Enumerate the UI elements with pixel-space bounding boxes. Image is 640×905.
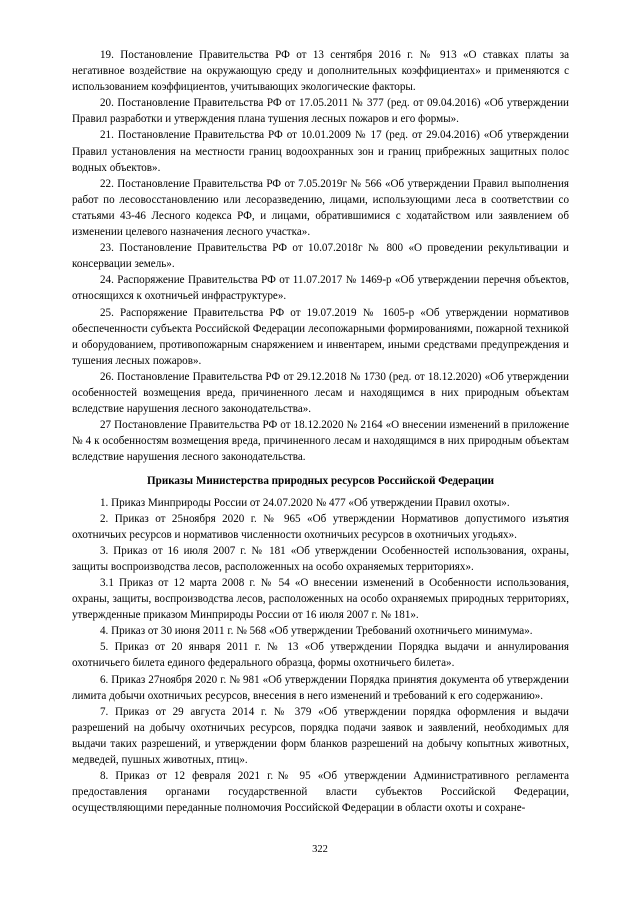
list-item: 20. Постановление Правительства РФ от 17.05.2011 № 377 (ред. от 09.04.2016) «Об утверждении Правил разработки и утверждения плана тушения лесных пожаров и его формы». — [72, 97, 569, 126]
list-item: 1. Приказ Минприроды России от 24.07.2020 № 477 «Об утверждении Правил охоты». — [100, 496, 510, 509]
government-acts-list — [72, 47, 569, 465]
list-item: 7. Приказ от 29 августа 2014 г. № 379 «Об утверждении порядка оформления и выдачи разрешений на добычу охотничьих ресурсов, порядка подачи заявок и заявлений, необходимых для выдачи таких разрешений, и утверждении форм бланков разрешений на добычу копытных животных, медведей, пушных животных, птиц». — [72, 705, 569, 767]
list-item: 27 Постановление Правительства РФ от 18.12.2020 № 2164 «О внесении изменений в приложение № 4 к особенностям возмещения вреда, причиненного лесам и находящимся в них природным объектам вследствие нарушения лесного законодательства. — [72, 419, 569, 464]
page-content — [72, 47, 569, 816]
list-item: 19. Постановление Правительства РФ от 13 сентября 2016 г. № 913 «О ставках платы за негативное воздействие на окружающую среду и дополнительных коэффициентах» и применяются с использованием коэффициентов, учитывающих экологические факторы. — [72, 49, 569, 94]
list-item: 26. Постановление Правительства РФ от 29.12.2018 № 1730 (ред. от 18.12.2020) «Об утверждении особенностей возмещения вреда, причиненного лесам и находящимся в них природным объектам вследствие нарушения лесного законодательства». — [72, 370, 569, 416]
list-item: 3. Приказ от 16 июля 2007 г. № 181 «Об утверждении Особенностей использования, охраны, защиты воспроизводства лесов, расположенных на особо охраняемых территориях». — [72, 544, 569, 573]
list-item: 23. Постановление Правительства РФ от 10.07.2018г № 800 «О проведении рекультивации и консервации земель». — [72, 242, 569, 271]
list-item: 6. Приказ 27ноября 2020 г. № 981 «Об утверждении Порядка принятия документа об утверждении лимита добычи охотничьих ресурсов, внесения в него изменений и требований к его содержанию». — [72, 673, 569, 702]
list-item: 4. Приказ от 30 июня 2011 г. № 568 «Об утверждении Требований охотничьего минимума». — [100, 625, 533, 638]
list-item: 5. Приказ от 20 января 2011 г. № 13 «Об утверждении Порядка выдачи и аннулирования охотничьего билета единого федерального образца, формы охотничьего билета». — [72, 641, 569, 670]
list-item: 21. Постановление Правительства РФ от 10.01.2009 № 17 (ред. от 29.04.2016) «Об утверждении Правил установления на местности границ водоохранных зон и границ прибрежных защитных полос водных объектов». — [72, 129, 569, 174]
list-item: 22. Постановление Правительства РФ от 7.05.2019г № 566 «Об утверждении Правил выполнения работ по лесовосстановлению или лесоразведению, лицами, использующими леса в соответствии со статьями 43-46 Лесного кодекса РФ, и лицами, обратившимися с ходатайством или заявлением об изменении целевого назначения лесного участка». — [72, 177, 569, 239]
list-item: 25. Распоряжение Правительства РФ от 19.07.2019 № 1605-р «Об утверждении нормативов обеспеченности субъекта Российской Федерации лесопожарными формированиями, пожарной техникой и оборудованием, противопожарным снаряжением и инвентарем, иными средствами предупреждения и тушения лесных пожаров». — [72, 306, 569, 367]
list-item: 8. Приказ от 12 февраля 2021 г.№ 95 «Об утверждении Административного регламента предоставления органами государственной власти субъектов Российской Федерации, осуществляющими переданные полномочия Российской Федерации в области охоты и сохране- — [72, 770, 569, 815]
ministry-orders-list — [72, 495, 569, 817]
list-item: 24. Распоряжение Правительства РФ от 11.07.2017 № 1469-р «Об утверждении перечня объектов, относящихся к охотничьей инфраструктуре». — [72, 274, 569, 303]
section-heading: Приказы Министерства природных ресурсов Российской Федерации — [147, 475, 494, 488]
page-number: 322 — [312, 844, 328, 855]
list-item: 3.1 Приказ от 12 марта 2008 г. № 54 «О внесении изменений в Особенности использования, охраны, защиты, воспроизводства лесов, расположенных на особо охраняемых природных территориях, утвержденные приказом Минприроды России от 16 июля 2007 г. № 181». — [72, 577, 569, 622]
list-item: 2. Приказ от 25ноября 2020 г. № 965 «Об утверждении Нормативов допустимого изъятия охотничьих ресурсов и нормативов численности охотничьих ресурсов в охотничьих угодьях». — [72, 512, 569, 541]
